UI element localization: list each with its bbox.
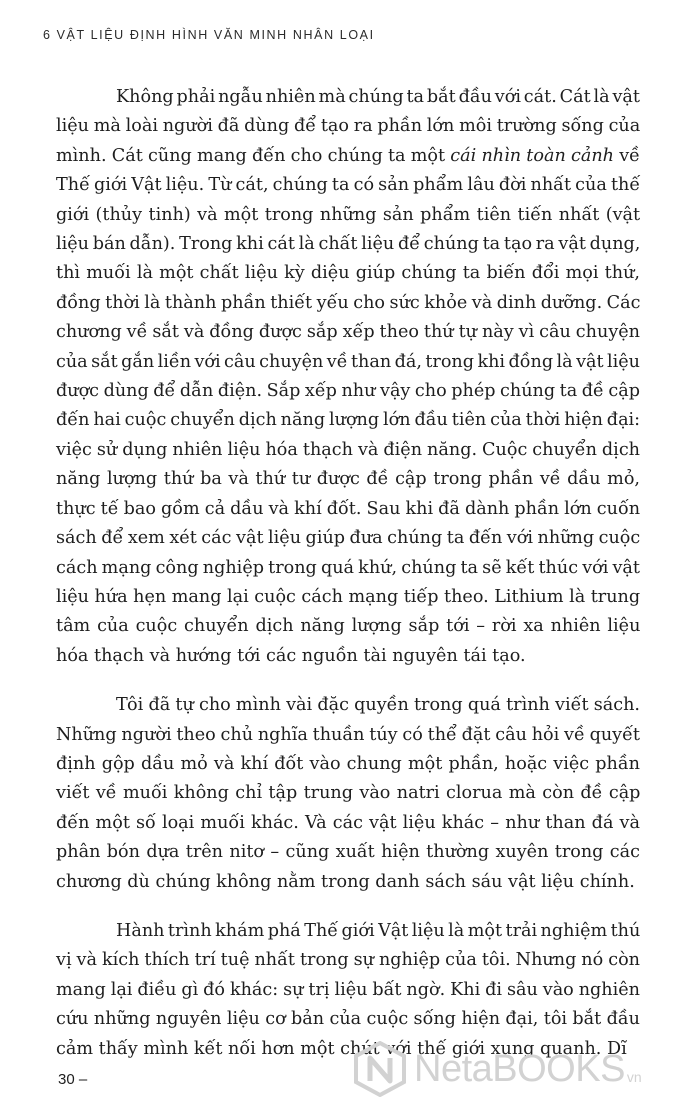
- text-line: thì muối là một chất liệu kỳ diệu giúp chúng ta biến đổi mọi thứ,: [56, 263, 640, 284]
- text-line: giới (thủy tinh) và một trong những sản phẩm tiên tiến nhất (vật: [56, 204, 641, 225]
- text-line: cứu những nguyên liệu cơ bản của cuộc sống hiện đại, tôi bắt đầu: [56, 1009, 640, 1030]
- text-line: Không phải ngẫu nhiên mà chúng ta bắt đầu với cát. Cát là vật: [116, 87, 640, 107]
- text-line: cách mạng công nghiệp trong quá khứ, chúng ta sẽ kết thúc với vật: [56, 557, 640, 578]
- text-line: phân bón dựa trên nitơ – cũng xuất hiện thường xuyên trong các: [56, 842, 640, 863]
- paragraph: [56, 691, 640, 897]
- running-title: 6 VẬT LIỆU ĐỊNH HÌNH VĂN MINH NHÂN LOẠI: [43, 28, 375, 42]
- text-line: vị và kích thích trí tuệ nhất trong sự nghiệp của tôi. Nhưng nó còn: [56, 950, 640, 971]
- watermark-suffix: vn: [626, 1069, 642, 1085]
- page-number: 30 –: [58, 1071, 88, 1088]
- text-line: chương về sắt và đồng được sắp xếp theo thứ tự này vì câu chuyện: [56, 322, 640, 343]
- paragraph: [56, 83, 640, 671]
- text-line: cảm thấy mình kết nối hơn một chút với thế giới xung quanh. Dĩ: [56, 1038, 627, 1059]
- text-line: việc sử dụng nhiên liệu hóa thạch và điện năng. Cuộc chuyển dịch: [56, 439, 640, 460]
- text-line: Tôi đã tự cho mình vài đặc quyền trong quá trình viết sách.: [116, 695, 640, 716]
- watermark: [352, 1041, 642, 1097]
- text-line: đến hai cuộc chuyển dịch năng lượng lớn đầu tiên của thời hiện đại:: [56, 410, 641, 431]
- text-line: Thế giới Vật liệu. Từ cát, chúng ta có sản phẩm lâu đời nhất của thế: [56, 175, 641, 196]
- text-line: Hành trình khám phá Thế giới Vật liệu là một trải nghiệm thú: [116, 920, 641, 941]
- text-line: liệu mà loài người đã dùng để tạo ra phần lớn môi trường sống của: [56, 116, 641, 137]
- text-line: liệu hứa hẹn mang lại cuộc cách mạng tiếp theo. Lithium là trung: [56, 586, 641, 607]
- text-line: thực tế bao gồm cả dầu và khí đốt. Sau khi đã dành phần lớn cuốn: [56, 498, 641, 519]
- text-line: Những người theo chủ nghĩa thuần túy có thể đặt câu hỏi về quyết: [56, 724, 640, 745]
- text-line: đồng thời là thành phần thiết yếu cho sức khỏe và dinh dưỡng. Các: [56, 292, 641, 313]
- text-line: sách để xem xét các vật liệu giúp đưa chúng ta đến với những cuộc: [56, 528, 641, 549]
- text-line: định gộp dầu mỏ và khí đốt vào chung một phần, hoặc việc phần: [56, 753, 640, 774]
- text-line: năng lượng thứ ba và thứ tư được đề cập trong phần về dầu mỏ,: [56, 469, 641, 490]
- text-line: hóa thạch và hướng tới các nguồn tài nguyên tái tạo.: [56, 645, 526, 666]
- text-line: mang lại điều gì đó khác: sự trị liệu bất ngờ. Khi đi sâu vào nghiên: [56, 979, 640, 1000]
- watermark-text: NetaBOOKS: [414, 1047, 625, 1090]
- text-line: viết về muối không chỉ tập trung vào natri clorua mà còn đề cập: [56, 783, 641, 804]
- netabooks-logo-icon: [352, 1041, 408, 1097]
- text-line: liệu bán dẫn). Trong khi cát là chất liệu để chúng ta tạo ra vật dụng,: [56, 234, 641, 255]
- text-line: mình. Cát cũng mang đến cho chúng ta một cái nhìn toàn cảnh về: [56, 145, 640, 166]
- text-line: của sắt gắn liền với câu chuyện về than đá, trong khi đồng là vật liệu: [56, 351, 640, 372]
- text-line: đến một số loại muối khác. Và các vật liệu khác – như than đá và: [56, 812, 640, 833]
- text-line: tâm của cuộc chuyển dịch năng lượng sắp tới – rời xa nhiên liệu: [56, 616, 641, 637]
- text-line: được dùng để dẫn điện. Sắp xếp như vậy cho phép chúng ta đề cập: [56, 381, 640, 402]
- text-line: chương dù chúng không nằm trong danh sách sáu vật liệu chính.: [56, 871, 635, 892]
- body-text: [56, 83, 640, 1084]
